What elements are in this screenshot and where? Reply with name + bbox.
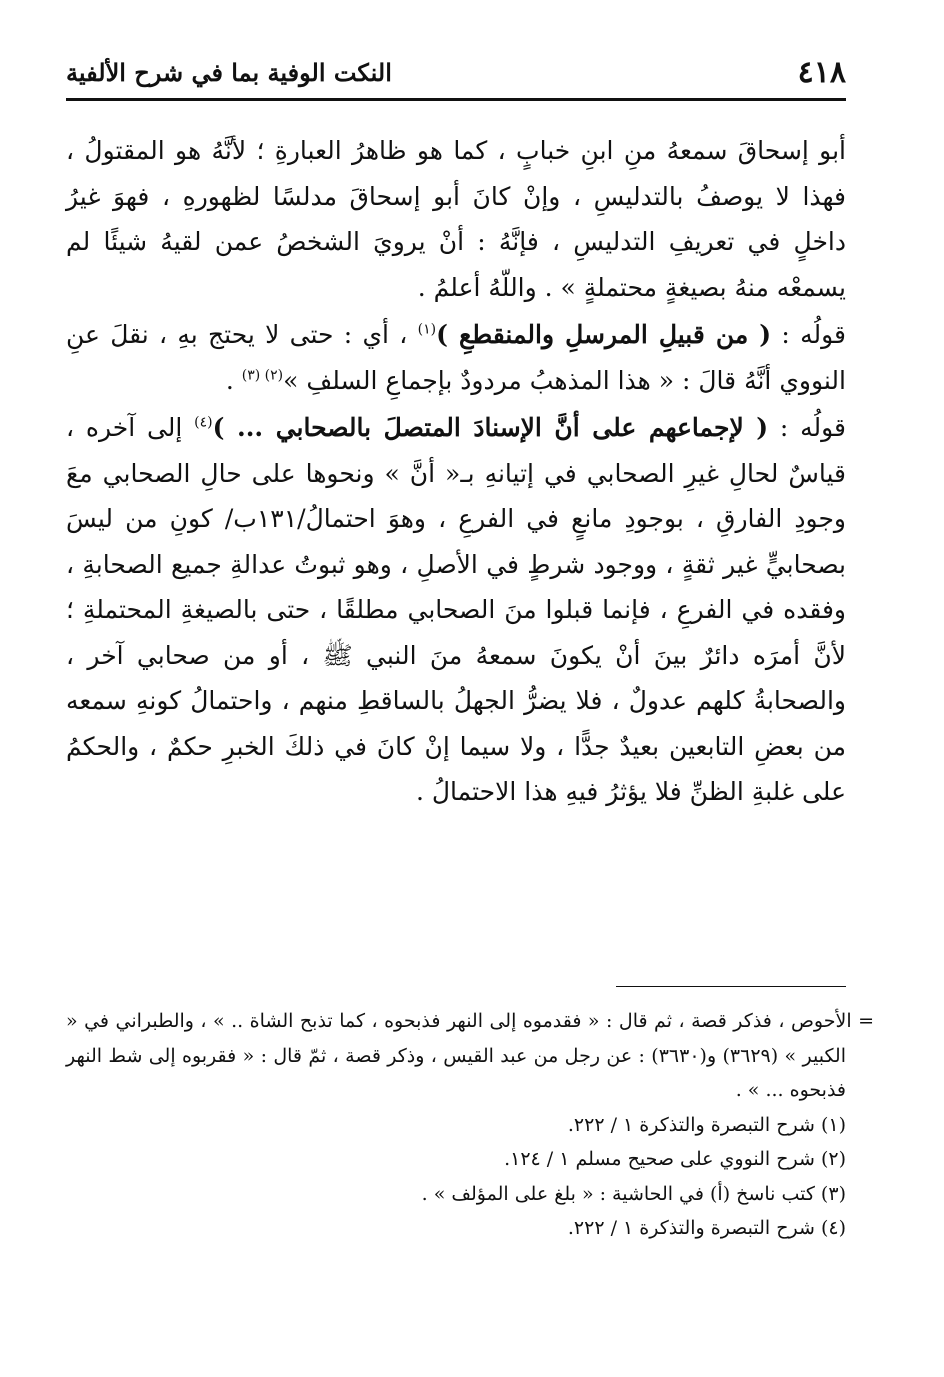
- footnote-separator: [616, 986, 846, 987]
- footnote-3: (٣) كتب ناسخ (أ) في الحاشية : « بلغ على المؤلف » .: [421, 1182, 846, 1205]
- footnotes: [66, 1004, 874, 1246]
- quoted-matn: ( من قبيلِ المرسلِ والمنقطعِ ): [436, 320, 772, 349]
- footnote-1: (١) شرح التبصرة والتذكرة ١ / ٢٢٢.: [567, 1113, 846, 1136]
- paragraph-text: إلى آخره ، قياسٌ لحالِ غيرِ الصحابي في إتيانهِ بـ« أنَّ » ونحوها على حالِ الصحابي معَ وجودِ الفارقِ ، بوجودِ مانعٍ في الفرعِ ، وهوَ احتمالُ/١٣١ب/ كونِ من ليسَ بصحابيٍّ غير ثقةٍ ، ووجود شرطٍ في الأصلِ ، وهو ثبوتُ عدالةِ جميع الصحابةِ ، وفقده في الفرعِ ، فإنما قبلوا منَ الصحابي مطلقًا ، حتى بالصيغةِ المحتملةِ ؛ لأنَّ أمرَه دائرٌ بينَ أنْ يكونَ سمعهُ منَ النبي ﷺ ، أو من صحابي آخر ، والصحابةُ كلهم عدولٌ ، فلا يضرُّ الجهلُ بالساقطِ منهم ، واحتمالُ كونهِ سمعه من بعضِ التابعين بعيدٌ جدًّا ، ولا سيما إنْ كانَ في ذلكَ الخبرِ حكمٌ ، والحكمُ على غلبةِ الظنِّ فلا يؤثرُ فيهِ هذا الاحتمالُ .: [66, 413, 846, 806]
- paragraph-2: [66, 312, 846, 403]
- footnote-ref: (٢) (٣): [241, 367, 284, 384]
- paragraph-end: .: [225, 365, 234, 395]
- paragraph-text: ، أي : حتى لا يحتج بهِ ، نقلَ عنِ النووي أنَّهُ قالَ : « هذا المذهبُ مردودٌ بإجماعِ السلفِ »: [66, 320, 846, 395]
- footnote-ref: (١): [417, 321, 437, 338]
- footnote-4: (٤) شرح التبصرة والتذكرة ١ / ٢٢٢.: [567, 1217, 846, 1239]
- footnote-continuation: = الأحوص ، فذكر قصة ، ثم قال : « فقدموه إلى النهر فذبحوه ، كما تذبح الشاة .. » ، والطبراني في « الكبير » (٣٦٢٩) و(٣٦٣٠) : عن رجل من عبد القيس ، وذكر قصة ، ثمّ قال : « فقربوه إلى شط النهر فذبحوه ... » .: [66, 1010, 874, 1101]
- page-header: [66, 52, 846, 96]
- footnote-2: (٢) شرح النووي على صحيح مسلم ١ / ١٢٤.: [504, 1148, 846, 1170]
- qawl-lead: قولُه :: [779, 413, 847, 442]
- header-rule: [66, 98, 846, 101]
- running-title: النكت الوفية بما في شرح الألفية: [66, 58, 392, 87]
- paragraph-1: أبو إسحاقَ سمعهُ منِ ابنِ خبابٍ ، كما هو ظاهرُ العبارةِ ؛ لأنَّهُ هو المقتولُ ، فهذا لا يوصفُ بالتدليسِ ، وإنْ كانَ أبو إسحاقَ مدلسًا لظهورهِ ، فهوَ غيرُ داخلٍ في تعريفِ التدليسِ ، فإنَّهُ : أنْ يرويَ الشخصُ عمن لقيهُ شيئًا لم يسمعْه منهُ بصيغةٍ محتملةٍ » . واللّهُ أعلمُ .: [66, 136, 846, 302]
- qawl-lead: قولُه :: [781, 320, 847, 349]
- page-number: ٤١٨: [797, 55, 846, 90]
- paragraph-3: [66, 405, 846, 815]
- main-text: [66, 128, 846, 817]
- quoted-matn: ( لإجماعهم على أنَّ الإسنادَ المتصلَ بالصحابي ... ): [212, 413, 769, 442]
- footnote-ref: (٤): [194, 414, 213, 431]
